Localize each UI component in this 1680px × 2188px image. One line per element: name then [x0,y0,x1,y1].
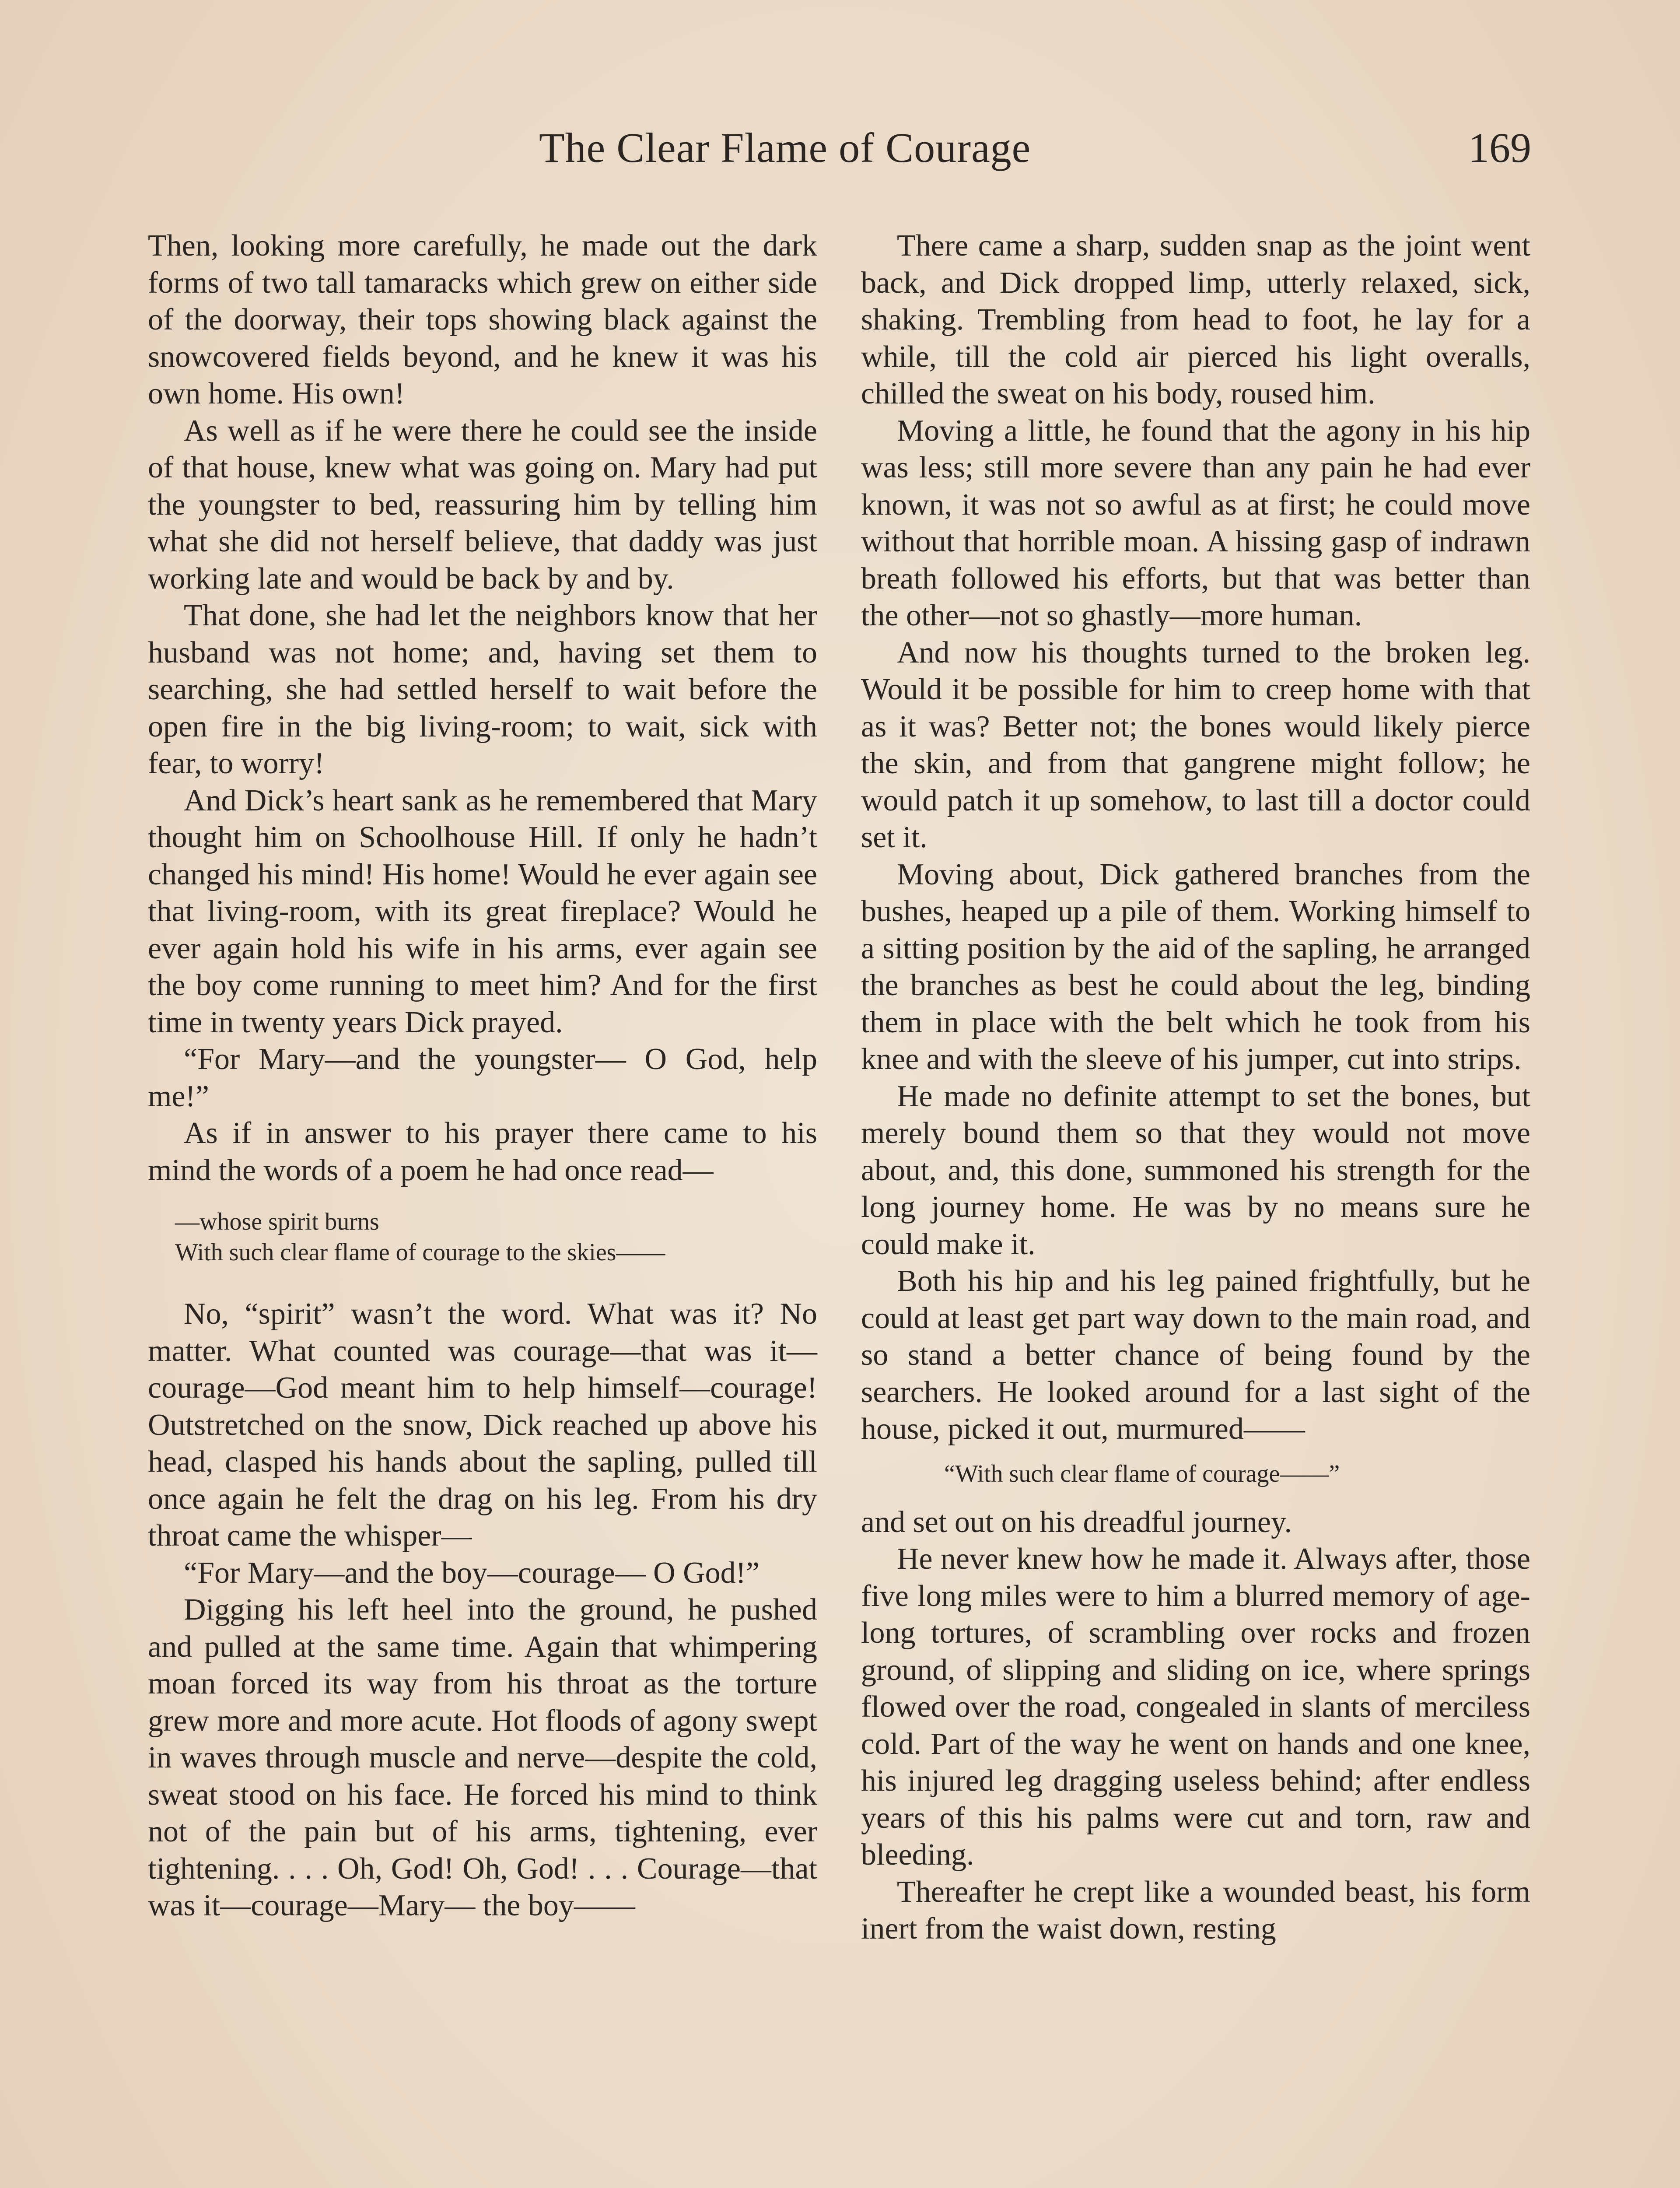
running-title: The Clear Flame of Courage [539,124,1031,171]
paragraph: Thereafter he crept like a wounded beast, his form inert from the waist down, resting [861,1875,1530,1946]
paragraph: As if in answer to his prayer there came to his mind the words of a poem he had once read— [148,1116,817,1187]
paragraph: That done, she had let the neighbors know that her husband was not home; and, having set them to searching, she had settled herself to wait before the open fire in the big living-room; to wait, sick with fear, to worry! [148,599,817,780]
paragraph: He never knew how he made it. Always after, those five long miles were to him a blurred memory of age-long tortures, of scrambling over rocks and frozen ground, of slipping and sliding on ice, where springs flowed over the road, congealed in slants of merciless cold. Part of the way he went on hands and one knee, his injured leg dragging useless behind; after endless years of this his palms were cut and torn, raw and bleeding. [861,1542,1530,1872]
paragraph: Digging his left heel into the ground, he pushed and pulled at the same time. Again that whimpering moan forced its way from his throat as the torture grew more and more acute. Hot floods of agony swept in waves through muscle and nerve—despite the cold, sweat stood on his face. He forced his mind to think not of the pain but of his arms, tightening, ever tightening. . . . Oh, God! Oh, God! . . . Courage—that was it—courage—Mary— the boy—— [148,1593,817,1922]
poem-quote-line: With such clear flame of courage to the skies—— [175,1239,665,1266]
paragraph: As well as if he were there he could see the inside of that house, knew what was going on. Mary had put the youngster to bed, reassuring him by telling him what she did not herself believe, that daddy was just working late and would be back by and by. [148,414,817,596]
paragraph: No, “spirit” wasn’t the word. What was it? No matter. What counted was courage—that was it—courage—God meant him to help himself—courage! Outstretched on the snow, Dick reached up above his head, clasped his hands about the sapling, pulled till once again he felt the drag on his leg. From his dry throat came the whisper— [148,1297,817,1553]
paragraph: There came a sharp, sudden snap as the joint went back, and Dick dropped limp, utterly relaxed, sick, shaking. Trembling from head to foot, he lay for a while, till the cold air pierced his light overalls, chilled the sweat on his body, roused him. [861,229,1530,410]
paragraph: Moving a little, he found that the agony in his hip was less; still more severe than any pain he had ever known, it was not so awful as at first; he could move without that horrible moan. A hissing gasp of indrawn breath followed his efforts, but that was better than the other—not so ghastly—more human. [861,414,1530,632]
right-column [861,228,1530,1948]
paragraph: “For Mary—and the youngster— O God, help me!” [148,1042,817,1113]
paragraph: And now his thoughts turned to the broken leg. Would it be possible for him to creep home with that as it was? Better not; the bones would likely pierce the skin, and from that gangrene might follow; he would patch it up somehow, to last till a doctor could set it. [861,635,1530,854]
left-column [148,228,817,1925]
poem-quote [175,1206,817,1268]
poem-quote-line: —whose spirit burns [175,1208,379,1235]
page-number: 169 [1468,124,1531,171]
paragraph: “For Mary—and the boy—courage— O God!” [184,1556,760,1590]
paragraph: Then, looking more carefully, he made out the dark forms of two tall tamaracks which grew on either side of the doorway, their tops showing black against the snowcovered fields beyond, and he knew it was his own home. His own! [148,229,817,410]
paragraph: And Dick’s heart sank as he remembered that Mary thought him on Schoolhouse Hill. If only he hadn’t changed his mind! His home! Would he ever again see that living-room, with its great fireplace? Would he ever again hold his wife in his arms, ever again see the boy come running to meet him? And for the first time in twenty years Dick prayed. [148,783,817,1039]
paragraph: He made no definite attempt to set the bones, but merely bound them so that they would not move about, and, this done, summoned his strength for the long journey home. He was by no means sure he could make it. [861,1079,1530,1261]
paragraph: Moving about, Dick gathered branches from the bushes, heaped up a pile of them. Working himself to a sitting position by the aid of the sapling, he arranged the branches as best he could about the leg, binding them in place with the belt which he took from his knee and with the sleeve of his jumper, cut into strips. [861,857,1530,1076]
paragraph: Both his hip and his leg pained frightfully, but he could at least get part way down to the main road, and so stand a better chance of being found by the searchers. He looked around for a last sight of the house, picked it out, murmured—— [861,1264,1530,1446]
paragraph: and set out on his dreadful journey. [861,1505,1292,1539]
poem-quote: “With such clear flame of courage——” [944,1460,1340,1487]
